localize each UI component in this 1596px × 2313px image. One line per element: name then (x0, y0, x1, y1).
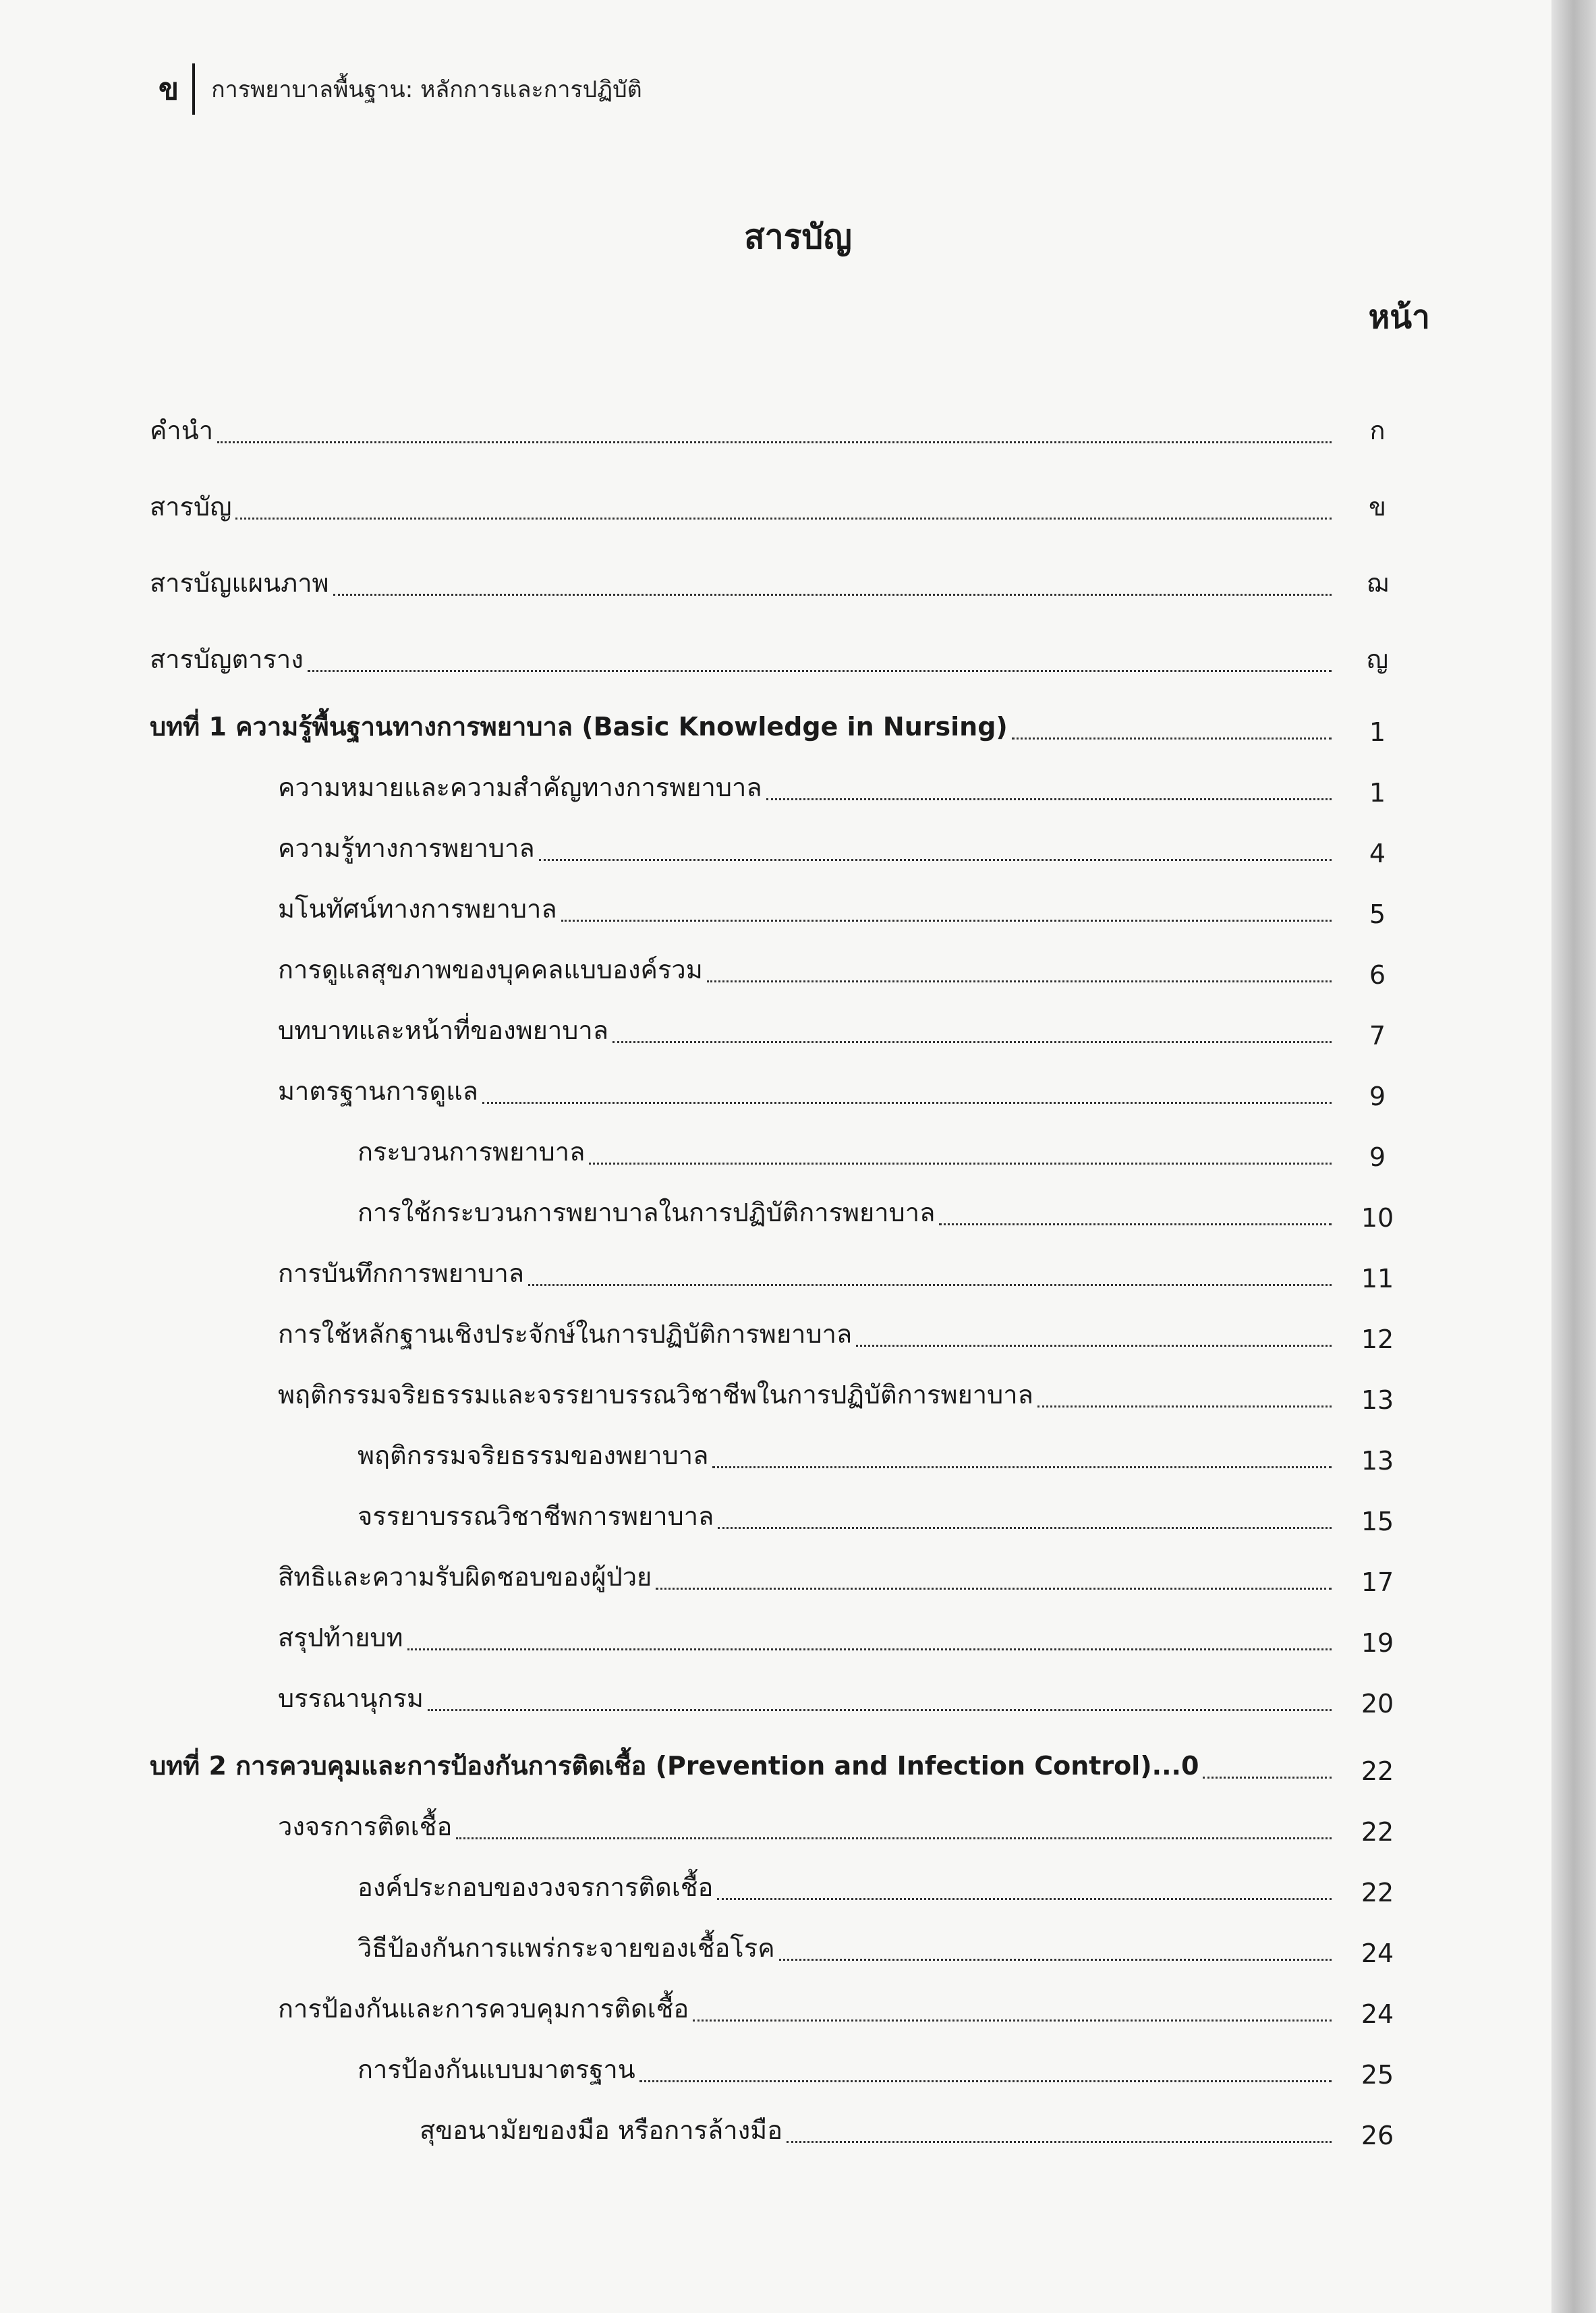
toc-entry (150, 1658, 1418, 1719)
toc-entry-page: 9 (1369, 1142, 1386, 1172)
dot-leader (718, 1527, 1332, 1529)
toc-entry-title: บรรณานุกรม (278, 1683, 424, 1713)
dot-leader (456, 1837, 1332, 1839)
toc-entry (150, 1786, 1418, 1847)
toc-entry-page: ข (1369, 492, 1386, 522)
toc-title: สารบัญ (744, 217, 852, 256)
dot-leader (639, 2080, 1332, 2082)
toc-entry-page: ก (1369, 416, 1386, 445)
toc-entry-title: การบันทึกการพยาบาล (278, 1258, 525, 1288)
dot-leader (787, 2141, 1332, 2143)
toc-entry (150, 868, 1418, 929)
toc-entry (150, 527, 1418, 603)
toc-entry-page: 19 (1361, 1628, 1394, 1658)
toc-entry-title: สารบัญแผนภาพ (150, 568, 329, 598)
toc-entry (150, 451, 1418, 527)
toc-entry-page: 5 (1369, 899, 1386, 929)
header-book-title: การพยาบาลพื้นฐาน: หลักการและการปฏิบัติ (211, 76, 642, 103)
toc-entry-title: องค์ประกอบของวงจรการติดเชื้อ (358, 1872, 714, 1902)
toc-entry (150, 1051, 1418, 1111)
dot-leader (1012, 737, 1332, 740)
dot-leader (856, 1345, 1332, 1347)
toc-entry (150, 682, 1418, 747)
toc-entry-page: 12 (1361, 1325, 1394, 1354)
dot-leader (235, 518, 1332, 520)
toc-entry (150, 929, 1418, 990)
toc-entry-title: พฤติกรรมจริยธรรมและจรรยาบรรณวิชาชีพในการปฏิบัติการพยาบาล (278, 1380, 1033, 1410)
header-divider (192, 63, 195, 115)
dot-leader (1037, 1405, 1332, 1408)
dot-leader (539, 859, 1332, 861)
toc-entry (150, 1968, 1418, 2029)
header-page-number: ข (159, 72, 179, 107)
toc-entry (150, 1476, 1418, 1536)
dot-leader (939, 1223, 1332, 1225)
table-of-contents (150, 374, 1418, 2150)
dot-leader (693, 2019, 1332, 2022)
toc-entry-title: ความรู้ทางการพยาบาล (278, 833, 535, 863)
toc-entry-title: บทที่ 2 การควบคุมและการป้องกันการติดเชื้อ (Prevention and Infection Control)...0 (150, 1751, 1199, 1781)
dot-leader (561, 920, 1332, 922)
toc-entry (150, 747, 1418, 808)
toc-entry-title: การใช้กระบวนการพยาบาลในการปฏิบัติการพยาบาล (358, 1198, 936, 1227)
dot-leader (407, 1648, 1332, 1650)
toc-entry (150, 808, 1418, 868)
toc-entry-title: วงจรการติดเชื้อ (278, 1812, 453, 1841)
toc-entry-page: 22 (1361, 1817, 1394, 1847)
toc-entry-title: กระบวนการพยาบาล (358, 1137, 586, 1167)
dot-leader (589, 1163, 1332, 1165)
toc-entry-page: 22 (1361, 1878, 1394, 1907)
toc-entry (150, 1536, 1418, 1597)
toc-entry (150, 1847, 1418, 1907)
dot-leader (717, 1898, 1332, 1900)
dot-leader (766, 798, 1332, 800)
toc-entry-title: สิทธิและความรับผิดชอบของผู้ป่วย (278, 1562, 652, 1592)
dot-leader (779, 1959, 1332, 1961)
dot-leader (1203, 1777, 1332, 1779)
page-edge (1551, 0, 1596, 2313)
dot-leader (707, 980, 1332, 982)
dot-leader (712, 1466, 1332, 1468)
toc-entry-page: 6 (1369, 960, 1386, 990)
toc-entry-title: สรุปท้ายบท (278, 1623, 403, 1652)
toc-entry (150, 1415, 1418, 1476)
toc-entry (150, 990, 1418, 1051)
toc-entry-page: 4 (1369, 839, 1386, 868)
toc-entry-page: 26 (1361, 2121, 1394, 2150)
toc-entry-page: 15 (1361, 1507, 1394, 1536)
toc-entry-page: ญ (1366, 644, 1389, 674)
toc-entry (150, 1111, 1418, 1172)
toc-entry-title: สารบัญ (150, 492, 232, 522)
toc-entry (150, 374, 1418, 451)
toc-entry-title: บทที่ 1 ความรู้พื้นฐานทางการพยาบาล (Basic Knowledge in Nursing) (150, 712, 1008, 742)
toc-entry-title: การป้องกันแบบมาตรฐาน (358, 2055, 635, 2084)
toc-entry-title: สุขอนามัยของมือ หรือการล้างมือ (420, 2115, 783, 2145)
running-header (159, 62, 642, 116)
toc-entry (150, 1597, 1418, 1658)
dot-leader (528, 1284, 1332, 1286)
toc-entry-title: บทบาทและหน้าที่ของพยาบาล (278, 1015, 609, 1045)
toc-entry-page: 1 (1369, 778, 1386, 808)
toc-entry (150, 1354, 1418, 1415)
toc-entry-title: คำนำ (150, 416, 214, 445)
toc-entry-page: 7 (1369, 1021, 1386, 1051)
toc-entry-title: การป้องกันและการควบคุมการติดเชื้อ (278, 1994, 689, 2024)
dot-leader (428, 1709, 1332, 1711)
toc-entry-page: 22 (1361, 1756, 1394, 1786)
toc-entry-page: ฌ (1366, 568, 1389, 598)
dot-leader (612, 1041, 1332, 1043)
toc-entry (150, 1172, 1418, 1233)
toc-entry-page: 13 (1361, 1385, 1394, 1415)
toc-entry-title: วิธีป้องกันการแพร่กระจายของเชื้อโรค (358, 1933, 775, 1963)
toc-entry (150, 1293, 1418, 1354)
toc-entry (150, 1721, 1418, 1786)
toc-entry-title: จรรยาบรรณวิชาชีพการพยาบาล (358, 1501, 714, 1531)
toc-entry-page: 24 (1361, 1999, 1394, 2029)
toc-entry-title: มโนทัศน์ทางการพยาบาล (278, 894, 557, 924)
toc-entry-title: การดูแลสุขภาพของบุคคลแบบองค์รวม (278, 955, 703, 984)
dot-leader (333, 594, 1332, 596)
toc-entry (150, 1233, 1418, 1293)
toc-entry-title: การใช้หลักฐานเชิงประจักษ์ในการปฏิบัติการพยาบาล (278, 1319, 853, 1349)
toc-entry-title: ความหมายและความสำคัญทางการพยาบาล (278, 773, 762, 802)
toc-entry-page: 10 (1361, 1203, 1394, 1233)
page-column-heading: หน้า (1368, 298, 1430, 336)
toc-entry-page: 1 (1369, 717, 1386, 747)
toc-entry-title: มาตรฐานการดูแล (278, 1076, 478, 1106)
toc-entry (150, 2090, 1418, 2150)
toc-entry-page: 20 (1361, 1689, 1394, 1719)
toc-entry-page: 25 (1361, 2060, 1394, 2090)
toc-entry (150, 603, 1418, 679)
toc-entry-title: สารบัญตาราง (150, 644, 304, 674)
dot-leader (656, 1588, 1332, 1590)
toc-entry (150, 2029, 1418, 2090)
toc-entry-page: 11 (1361, 1264, 1394, 1293)
toc-entry-page: 13 (1361, 1446, 1394, 1476)
dot-leader (217, 441, 1332, 443)
toc-entry-page: 17 (1361, 1567, 1394, 1597)
toc-entry-title: พฤติกรรมจริยธรรมของพยาบาล (358, 1441, 709, 1470)
dot-leader (482, 1102, 1332, 1104)
toc-entry-page: 24 (1361, 1939, 1394, 1968)
toc-entry (150, 1907, 1418, 1968)
toc-entry-page: 9 (1369, 1082, 1386, 1111)
dot-leader (308, 670, 1332, 672)
